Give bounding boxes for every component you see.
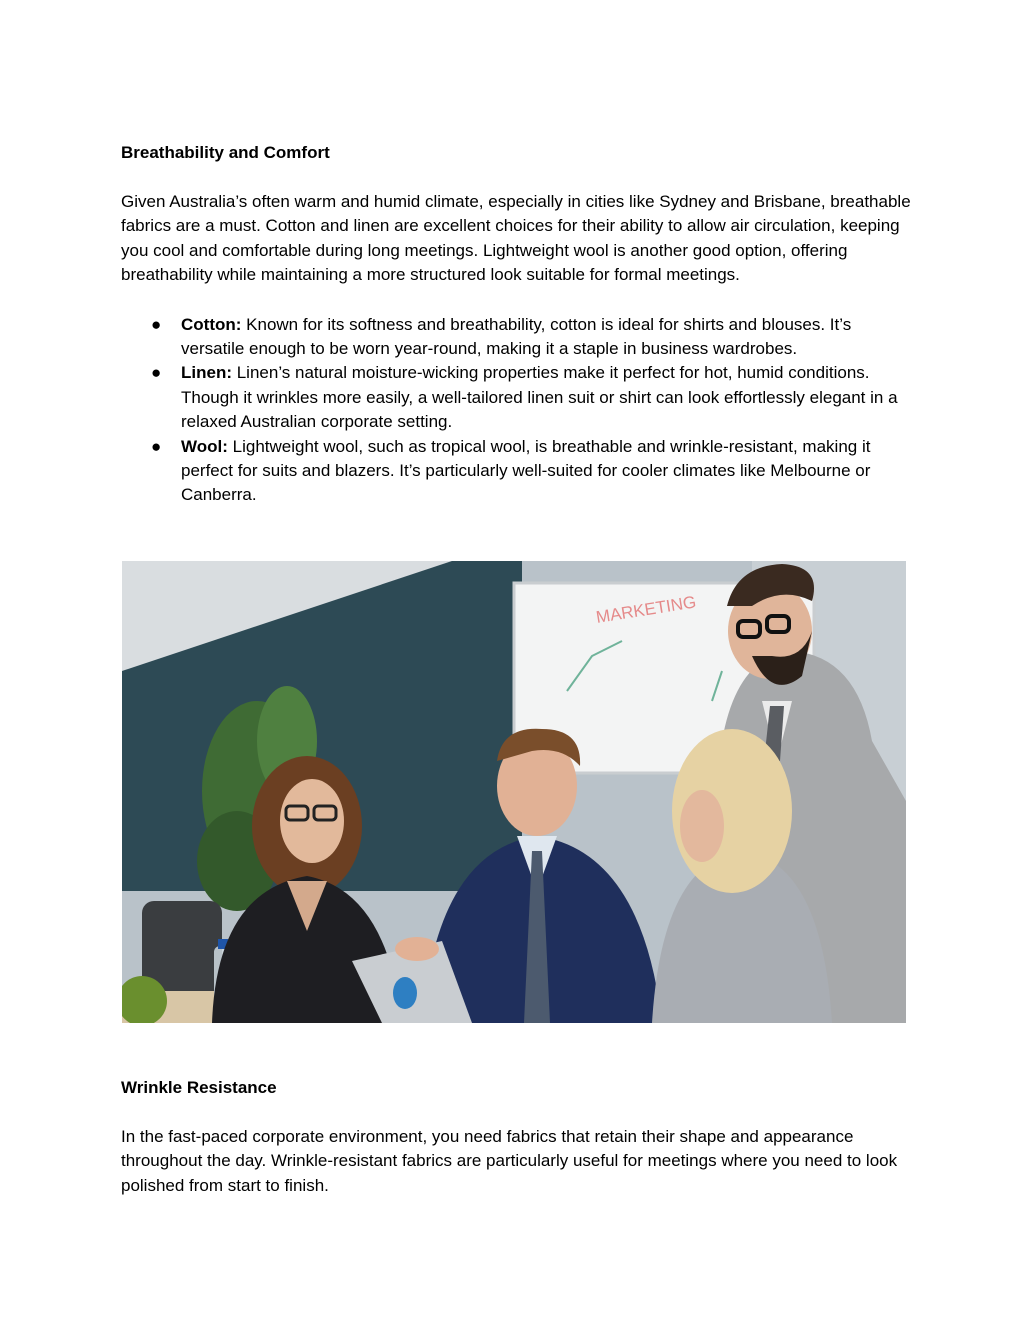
- list-item-text: Linen’s natural moisture-wicking properties make it perfect for hot, humid conditions. Though it wrinkles more easily, a well-tailored linen suit or shirt can look effortlessly elegant in a relaxed Australian corporate setting.: [181, 363, 898, 432]
- list-item: [151, 313, 911, 362]
- list-item-term: Wool:: [181, 436, 228, 456]
- whiteboard-text: MARKETING: [594, 592, 698, 627]
- list-item-term: Cotton:: [181, 314, 242, 334]
- list-item-text: Known for its softness and breathability, cotton is ideal for shirts and blouses. It’s versatile enough to be worn year-round, making it a staple in business wardrobes.: [181, 314, 852, 359]
- section-wrinkle-resistance: [121, 1076, 911, 1198]
- section-heading: Breathability and Comfort: [121, 143, 330, 162]
- list-item-text: Lightweight wool, such as tropical wool, is breathable and wrinkle-resistant, making it perfect for suits and blazers. It’s particularly well-suited for cooler climates like Melbourne or Canberra.: [181, 436, 871, 505]
- meeting-photo: [122, 561, 906, 1023]
- section-heading: Wrinkle Resistance: [121, 1078, 277, 1097]
- bullet-icon: ●: [151, 363, 162, 383]
- section-paragraph: In the fast-paced corporate environment, you need fabrics that retain their shape and appearance throughout the day. Wrinkle-resistant fabrics are particularly useful for meetings where you need to look polished from start to finish.: [121, 1127, 898, 1195]
- bullet-icon: ●: [151, 314, 162, 334]
- list-item: [151, 435, 911, 508]
- section-breathability: [121, 141, 911, 508]
- section-paragraph: Given Australia’s often warm and humid climate, especially in cities like Sydney and Brisbane, breathable fabrics are a must. Cotton and linen are excellent choices for their ability to allow air circulation, keeping you cool and comfortable during long meetings. Lightweight wool is another good option, offering breathability while maintaining a more structured look suitable for formal meetings.: [121, 192, 911, 285]
- list-item: [151, 361, 911, 434]
- list-item-term: Linen:: [181, 363, 232, 383]
- bullet-icon: ●: [151, 436, 162, 456]
- fabric-list: [121, 313, 911, 508]
